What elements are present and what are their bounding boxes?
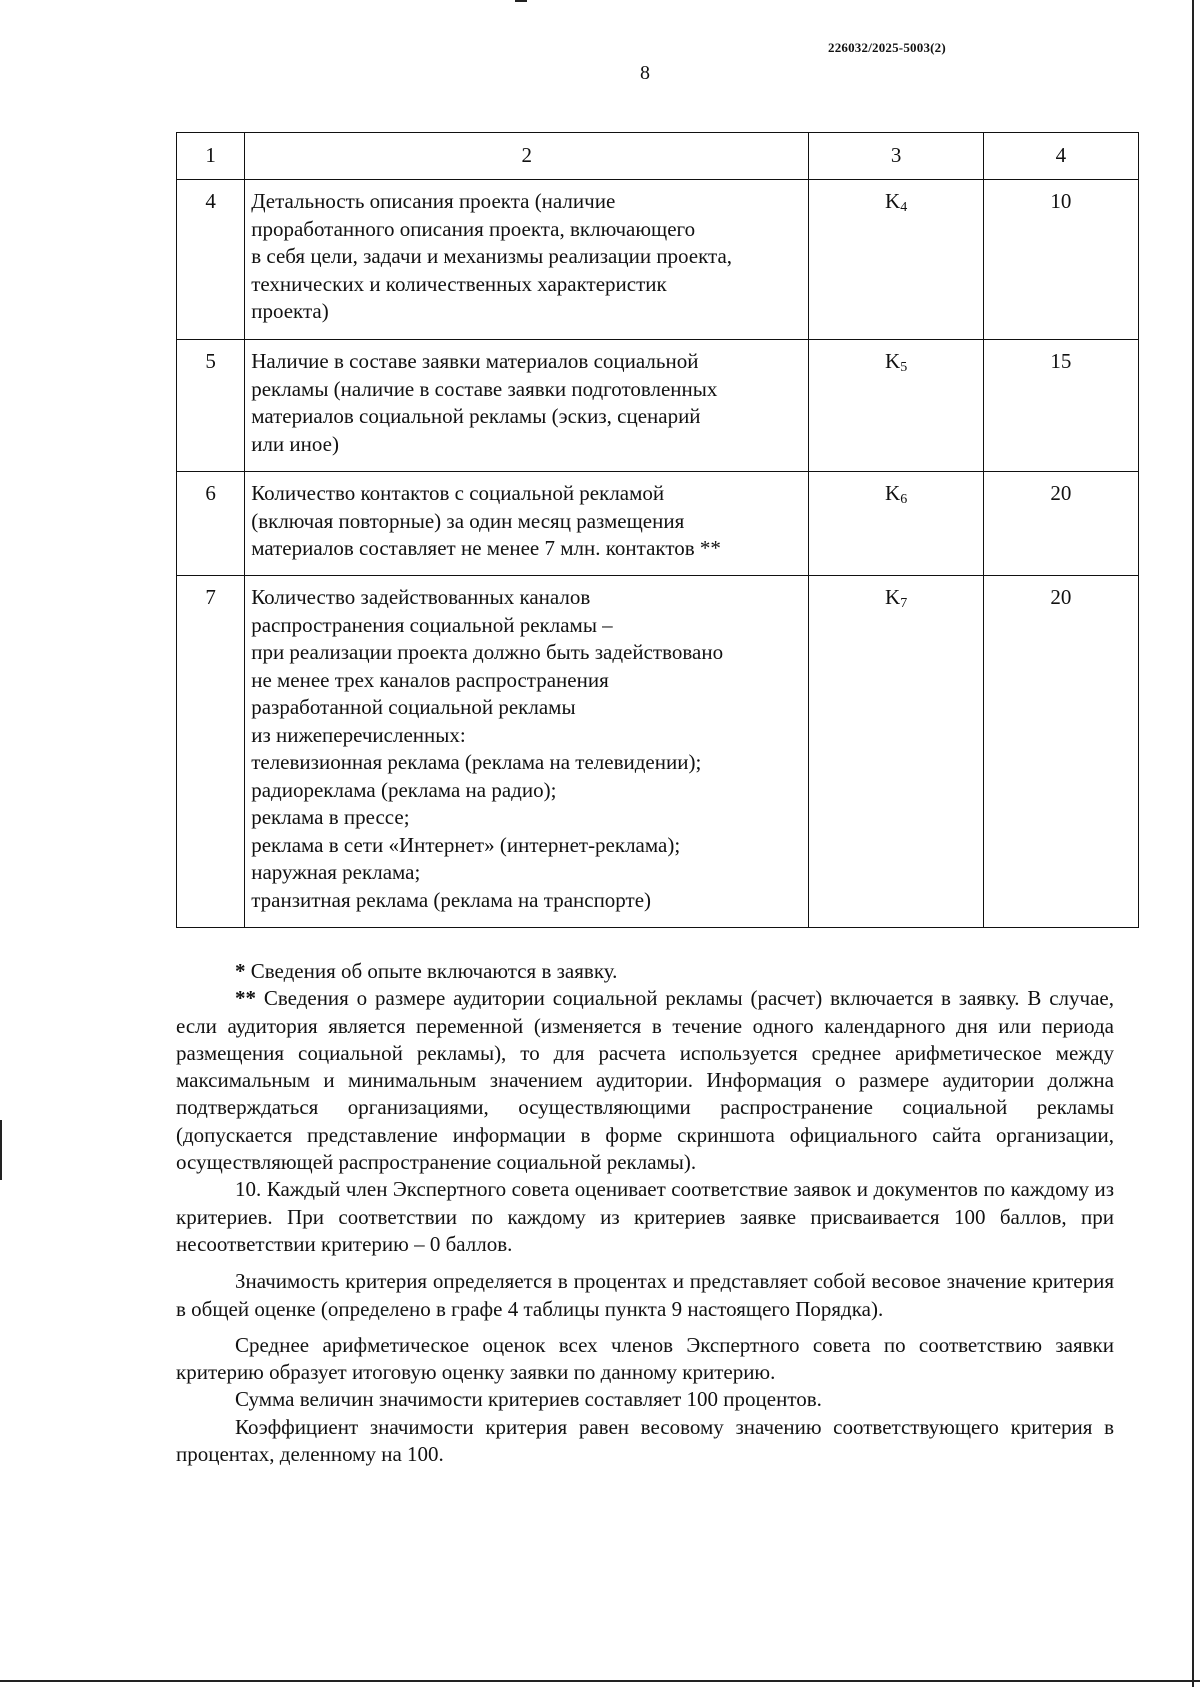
description-line: материалов составляет не менее 7 млн. контактов **	[251, 536, 721, 560]
description-line: материалов социальной рекламы (эскиз, сценарий	[251, 404, 701, 428]
header-cell: 1	[177, 133, 245, 180]
paragraph-10: 10. Каждый член Экспертного совета оценивает соответствие заявок и документов по каждому из критериев. При соответствии по каждому из критериев заявке присваивается 100 баллов, при несоответствии критерию – 0 баллов.	[176, 1177, 1114, 1256]
paragraph-coefficient: Коэффициент значимости критерия равен весовому значению соответствующего критерия в процентах, деленному на 100.	[176, 1414, 1114, 1467]
criterion-weight: 20	[983, 472, 1138, 576]
paragraph-sum: Сумма величин значимости критериев составляет 100 процентов.	[235, 1387, 822, 1412]
scan-edge-bottom	[0, 1680, 1200, 1682]
coefficient-index: 5	[900, 360, 908, 375]
document-body	[176, 958, 1114, 1468]
criterion-coefficient	[809, 472, 983, 576]
table-row	[177, 472, 1139, 576]
description-line: Количество задействованных каналов	[251, 585, 591, 609]
footnote-double-star	[176, 985, 1114, 1176]
table-header-row	[177, 133, 1139, 180]
criterion-number: 4	[177, 180, 245, 340]
criterion-weight: 10	[983, 180, 1138, 340]
description-line: реклама в сети «Интернет» (интернет-реклама);	[251, 832, 681, 857]
footnote-marker: **	[235, 986, 256, 1011]
description-line: проекта)	[251, 299, 329, 323]
paragraph-average: Среднее арифметическое оценок всех членов Экспертного совета по соответствию заявки критерию образует итоговую оценку заявки по данному критерию.	[176, 1332, 1114, 1385]
paragraph-significance: Значимость критерия определяется в процентах и представляет собой весовое значение критерия в общей оценке (определено в графе 4 таблицы пункта 9 настоящего Порядка).	[176, 1269, 1114, 1321]
scan-edge-top	[515, 0, 527, 2]
criterion-description	[245, 180, 809, 340]
description-line: транзитная реклама (реклама на транспорте)	[251, 887, 652, 912]
description-line: Количество контактов с социальной рекламой	[251, 481, 665, 505]
coefficient-index: 7	[900, 596, 908, 611]
description-line: технических и количественных характеристик	[251, 271, 667, 296]
description-line: не менее трех каналов распространения	[251, 667, 609, 692]
description-line: из нижеперечисленных:	[251, 722, 466, 747]
footnote-single-star	[176, 958, 1114, 985]
criterion-description	[245, 576, 809, 928]
description-line: проработанного описания проекта, включающего	[251, 216, 696, 241]
coefficient-letter: K	[885, 349, 901, 373]
criteria-table	[176, 132, 1139, 928]
footnote-text: Сведения об опыте включаются в заявку.	[245, 959, 618, 983]
description-line: распространения социальной рекламы –	[251, 612, 613, 637]
criterion-weight: 15	[983, 340, 1138, 472]
header-cell: 4	[983, 133, 1138, 180]
scan-edge-right	[1192, 0, 1194, 1687]
footnote-text: Сведения о размере аудитории социальной рекламы (расчет) включается в заявку. В случае, если аудитория является переменной (изменяется в течение одного календарного дня или периода размещения социальной рекламы), то для расчета используется среднее арифметическое между максимальным и минимальным значением аудитории. Информация о размере аудитории должна подтверждаться организациями, осуществляющими распространение социальной рекламы (допускается представление информации в форме скриншота официального сайта организации, осуществляющей распространение социальной рекламы).	[176, 986, 1114, 1175]
coefficient-letter: K	[885, 189, 901, 213]
coefficient-index: 6	[900, 492, 908, 507]
description-line: разработанной социальной рекламы	[251, 695, 576, 719]
header-cell: 2	[245, 133, 809, 180]
description-line: наружная реклама;	[251, 860, 421, 884]
description-line: или иное)	[251, 431, 339, 456]
description-line: Детальность описания проекта (наличие	[251, 189, 616, 213]
table-row	[177, 576, 1139, 928]
criterion-coefficient	[809, 180, 983, 340]
table-row	[177, 180, 1139, 340]
criterion-description	[245, 472, 809, 576]
criterion-number: 7	[177, 576, 245, 928]
description-line: в себя цели, задачи и механизмы реализации проекта,	[251, 244, 733, 268]
criterion-number: 6	[177, 472, 245, 576]
footnote-marker: *	[235, 959, 246, 983]
criterion-number: 5	[177, 340, 245, 472]
scan-edge-left	[0, 1120, 2, 1180]
page-number: 8	[640, 62, 650, 84]
criterion-coefficient	[809, 576, 983, 928]
table-row	[177, 340, 1139, 472]
criterion-description	[245, 340, 809, 472]
description-line: телевизионная реклама (реклама на телевидении);	[251, 750, 702, 774]
coefficient-letter: K	[885, 481, 901, 505]
description-line: радиореклама (реклама на радио);	[251, 777, 557, 802]
coefficient-letter: K	[885, 585, 901, 609]
description-line: при реализации проекта должно быть задействовано	[251, 640, 724, 664]
coefficient-index: 4	[900, 200, 908, 215]
description-line: рекламы (наличие в составе заявки подготовленных	[251, 376, 718, 401]
header-cell: 3	[809, 133, 983, 180]
criterion-coefficient	[809, 340, 983, 472]
description-line: Наличие в составе заявки материалов социальной	[251, 349, 699, 373]
criterion-weight: 20	[983, 576, 1138, 928]
description-line: (включая повторные) за один месяц размещения	[251, 508, 685, 533]
document-number: 226032/2025-5003(2)	[828, 40, 946, 55]
description-line: реклама в прессе;	[251, 805, 410, 829]
